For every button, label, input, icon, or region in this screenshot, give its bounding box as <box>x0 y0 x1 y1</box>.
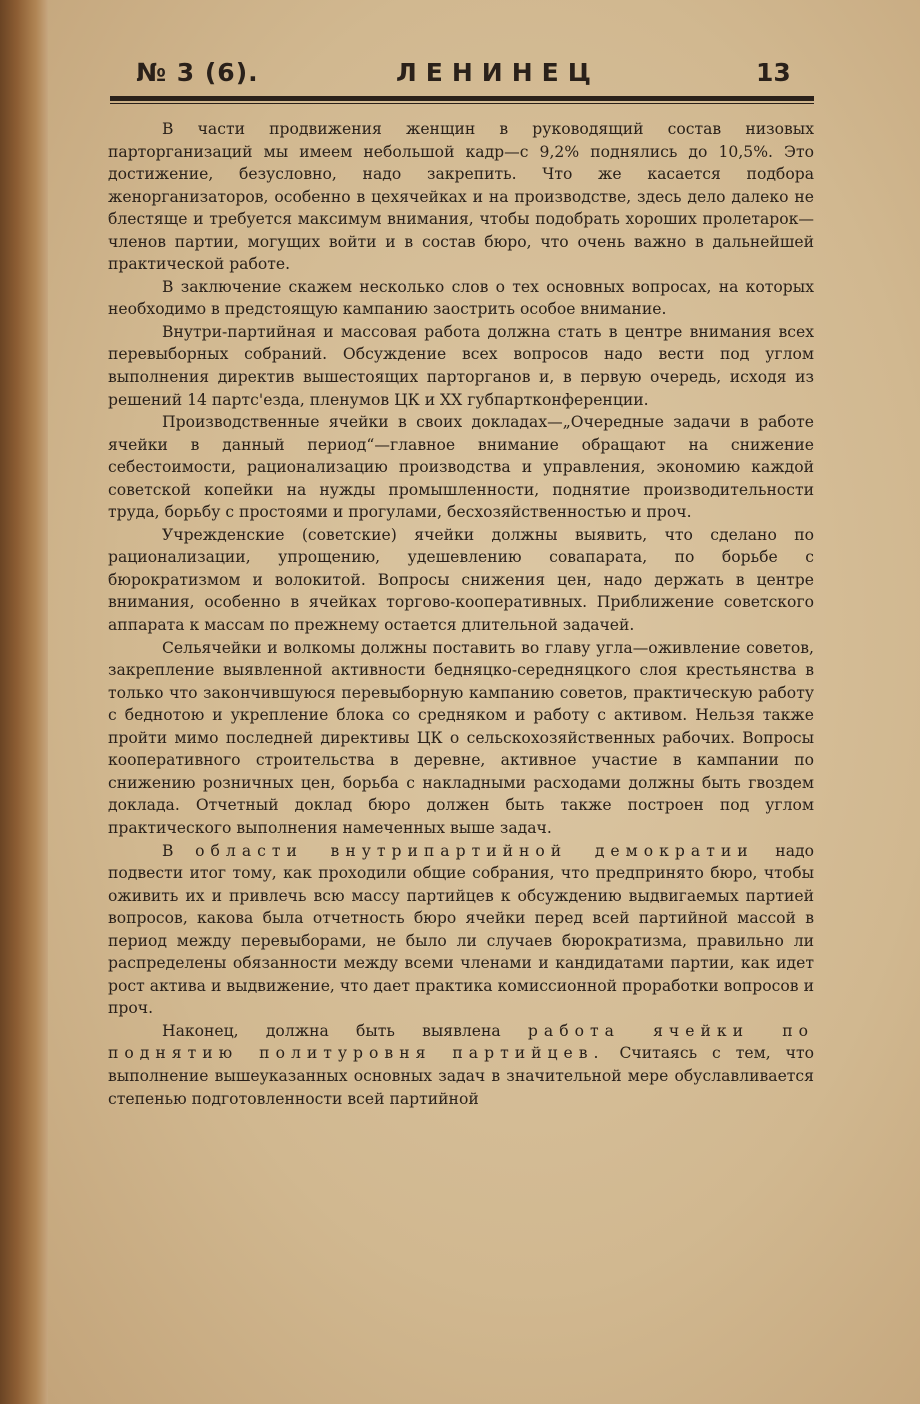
paragraph-lead: В <box>162 841 174 860</box>
header-rule <box>110 96 814 101</box>
article-body <box>108 118 814 1110</box>
paragraph-production-cells: Производственные ячейки в своих докладах—„Очередные задачи в работе ячейки в данный период“—главное внимание обращают на снижение себестоимости, рационализацию производства и управления, экономию каждой советской копейки на нужды промышленности, поднятие производительности труда, борьбу с простоями и прогулами, бесхозяйственностью и проч. <box>108 413 814 522</box>
running-header <box>96 58 816 98</box>
paragraph-institutional-cells: Учрежденские (советские) ячейки должны выявить, что сделано по рационализации, упрощению, удешевлению совапарата, по борьбе с бюрократизмом и волокитой. Вопросы снижения цен, надо держать в центре внимания, особенно в ячейках торгово-кооперативных. Приближение советского аппарата к массам по прежнему остается длительной задачей. <box>108 525 814 635</box>
book-spine <box>0 0 48 1404</box>
paragraph-lead: Наконец, должна быть выявлена <box>162 1021 501 1040</box>
spaced-emphasis: работа ячейки по поднятию политуровня партийцев. <box>108 1021 814 1063</box>
paragraph-women-promotion: В части продвижения женщин в руководящий состав низовых парторганизаций мы имеем небольшой кадр—с 9,2% поднялись до 10,5%. Это достижение, безусловно, надо закрепить. Что же касается подбора женорганизаторов, особенно в цехячейках и на производстве, здесь дело далеко не блестяще и требуется максимум внимания, чтобы подобрать хороших пролетарок—членов партии, могущих войти и в состав бюро, что очень важно в дальнейшей практической работе. <box>108 120 814 274</box>
paragraph-village-cells: Сельячейки и волкомы должны поставить во главу угла—оживление советов, закрепление выявленной активности бедняцко-середняцкого слоя крестьянства в только что закончившуюся перевыборную кампанию советов, практическую работу с беднотою и укрепление блока со средняком и работу с активом. Нельзя также пройти мимо последней директивы ЦК о сельскохозяйственных рабочих. Вопросы кооперативного строительства в деревне, активное участие в кампании по снижению розничных цен, борьба с накладными расходами должны быть гвоздем доклада. Отчетный доклад бюро должен быть также построен под углом практического выполнения намеченных выше задач. <box>108 638 814 837</box>
paragraph-conclusion-intro: В заключение скажем несколько слов о тех основных вопросах, на которых необходимо в предстоящую кампанию заострить особое внимание. <box>108 277 814 319</box>
spaced-emphasis: области внутрипартийной демократии <box>195 841 754 860</box>
journal-title: ЛЕНИНЕЦ <box>396 58 600 87</box>
issue-number: № 3 (6). <box>136 58 259 87</box>
paragraph-rest: Считаясь с тем, что выполнение вышеуказанных основных задач в значительной мере обуславливается степенью подготовленности всей партийной <box>108 1044 814 1108</box>
paragraph-political-level <box>108 1020 814 1110</box>
paragraph-inner-party-democracy <box>108 840 814 1020</box>
page-number: 13 <box>756 58 791 87</box>
paragraph-inner-party-work: Внутри-партийная и массовая работа должна стать в центре внимания всех перевыборных собраний. Обсуждение всех вопросов надо вести под углом выполнения директив вышестоящих парторганов и, в первую очередь, исходя из решений 14 партс'езда, пленумов ЦК и XX губпартконференции. <box>108 322 814 409</box>
paragraph-rest: надо подвести итог тому, как проходили общие собрания, что предпринято бюро, чтобы оживить их и привлечь всю массу партийцев к обсуждению выдвигаемых партией вопросов, какова была отчетность бюро ячейки перед всей партийной массой в период между перевыборами, не было ли случаев бюрократизма, правильно ли распределены обязанности между всеми членами и кандидатами партии, как идет рост актива и выдвижение, что дает практика комиссионной проработки вопросов и проч. <box>108 841 814 1018</box>
header-rule-thin <box>110 103 814 104</box>
